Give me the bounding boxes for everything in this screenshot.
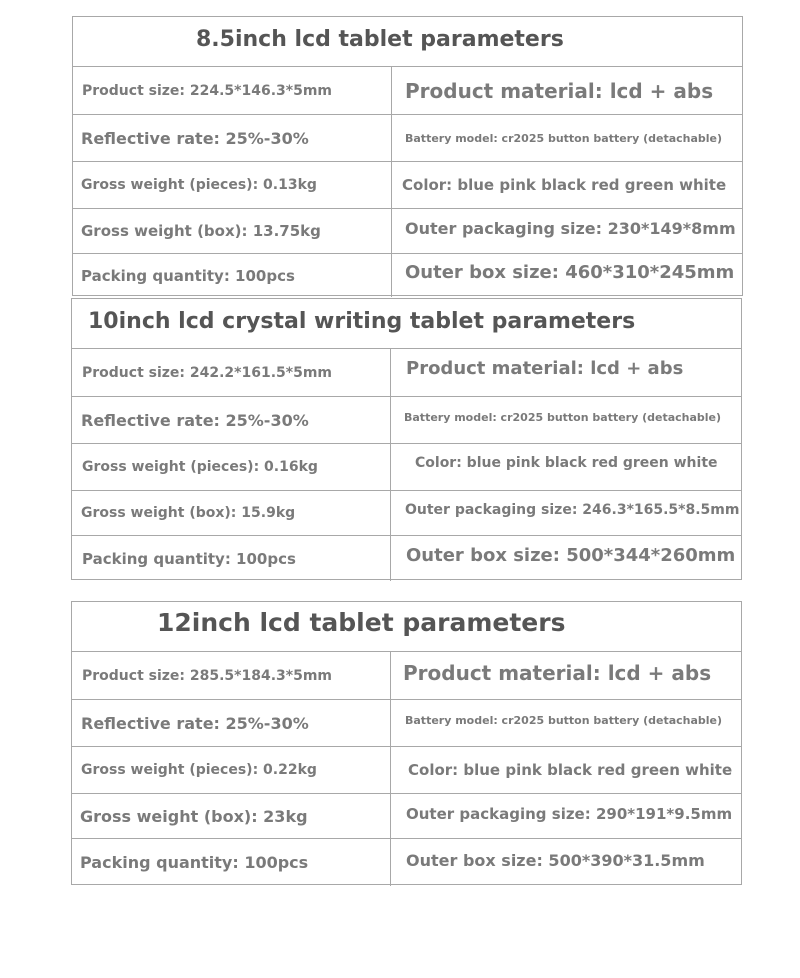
packing-quantity-cell: Packing quantity: 100pcs — [80, 853, 309, 872]
table-row — [73, 67, 742, 115]
table-row — [72, 839, 741, 886]
color-cell: Color: blue pink black red green white — [402, 176, 727, 194]
table-title: 10inch lcd crystal writing tablet parameters — [88, 309, 636, 334]
color-cell: Color: blue pink black red green white — [415, 455, 718, 471]
table-title-row — [73, 17, 742, 67]
outer-box-size-cell: Outer box size: 460*310*245mm — [405, 262, 735, 283]
gross-weight-box-cell: Gross weight (box): 13.75kg — [81, 222, 321, 240]
outer-packaging-size-cell: Outer packaging size: 230*149*8mm — [405, 218, 736, 238]
product-size-cell: Product size: 285.5*184.3*5mm — [82, 667, 333, 684]
spec-table-10inch — [71, 298, 742, 580]
reflective-rate-cell: Reflective rate: 25%-30% — [81, 713, 309, 733]
table-row — [73, 162, 742, 209]
table-row — [72, 444, 741, 491]
gross-weight-pieces-cell: Gross weight (pieces): 0.16kg — [82, 459, 318, 475]
gross-weight-pieces-cell: Gross weight (pieces): 0.22kg — [81, 762, 317, 778]
color-cell: Color: blue pink black red green white — [408, 761, 733, 779]
product-size-cell: Product size: 242.2*161.5*5mm — [82, 364, 333, 381]
product-material-cell: Product material: lcd + abs — [403, 660, 712, 685]
table-row — [73, 254, 742, 297]
table-row — [72, 536, 741, 581]
gross-weight-box-cell: Gross weight (box): 15.9kg — [81, 505, 296, 521]
gross-weight-pieces-cell: Gross weight (pieces): 0.13kg — [81, 177, 317, 193]
table-row — [72, 747, 741, 794]
battery-model-cell: Battery model: cr2025 button battery (detachable) — [405, 713, 723, 727]
table-row — [72, 794, 741, 839]
reflective-rate-cell: Reflective rate: 25%-30% — [81, 128, 309, 148]
battery-model-cell: Battery model: cr2025 button battery (detachable) — [404, 410, 722, 424]
outer-packaging-size-cell: Outer packaging size: 246.3*165.5*8.5mm — [405, 502, 740, 518]
table-title-row — [72, 602, 741, 652]
table-row — [73, 115, 742, 162]
outer-box-size-cell: Outer box size: 500*390*31.5mm — [406, 851, 705, 870]
packing-quantity-cell: Packing quantity: 100pcs — [82, 549, 296, 568]
spec-table-8-5inch — [72, 16, 743, 296]
reflective-rate-cell: Reflective rate: 25%-30% — [81, 410, 309, 430]
product-size-cell: Product size: 224.5*146.3*5mm — [82, 82, 333, 99]
table-row — [72, 652, 741, 700]
product-material-cell: Product material: lcd + abs — [405, 78, 714, 103]
battery-model-cell: Battery model: cr2025 button battery (detachable) — [405, 131, 723, 145]
packing-quantity-cell: Packing quantity: 100pcs — [81, 266, 295, 285]
outer-packaging-size-cell: Outer packaging size: 290*191*9.5mm — [406, 805, 733, 823]
table-row — [72, 349, 741, 397]
spec-table-12inch — [71, 601, 742, 885]
table-row — [72, 700, 741, 747]
table-title: 12inch lcd tablet parameters — [157, 608, 566, 637]
product-material-cell: Product material: lcd + abs — [406, 358, 684, 379]
table-title: 8.5inch lcd tablet parameters — [196, 27, 564, 52]
outer-box-size-cell: Outer box size: 500*344*260mm — [406, 545, 736, 566]
gross-weight-box-cell: Gross weight (box): 23kg — [80, 806, 308, 826]
